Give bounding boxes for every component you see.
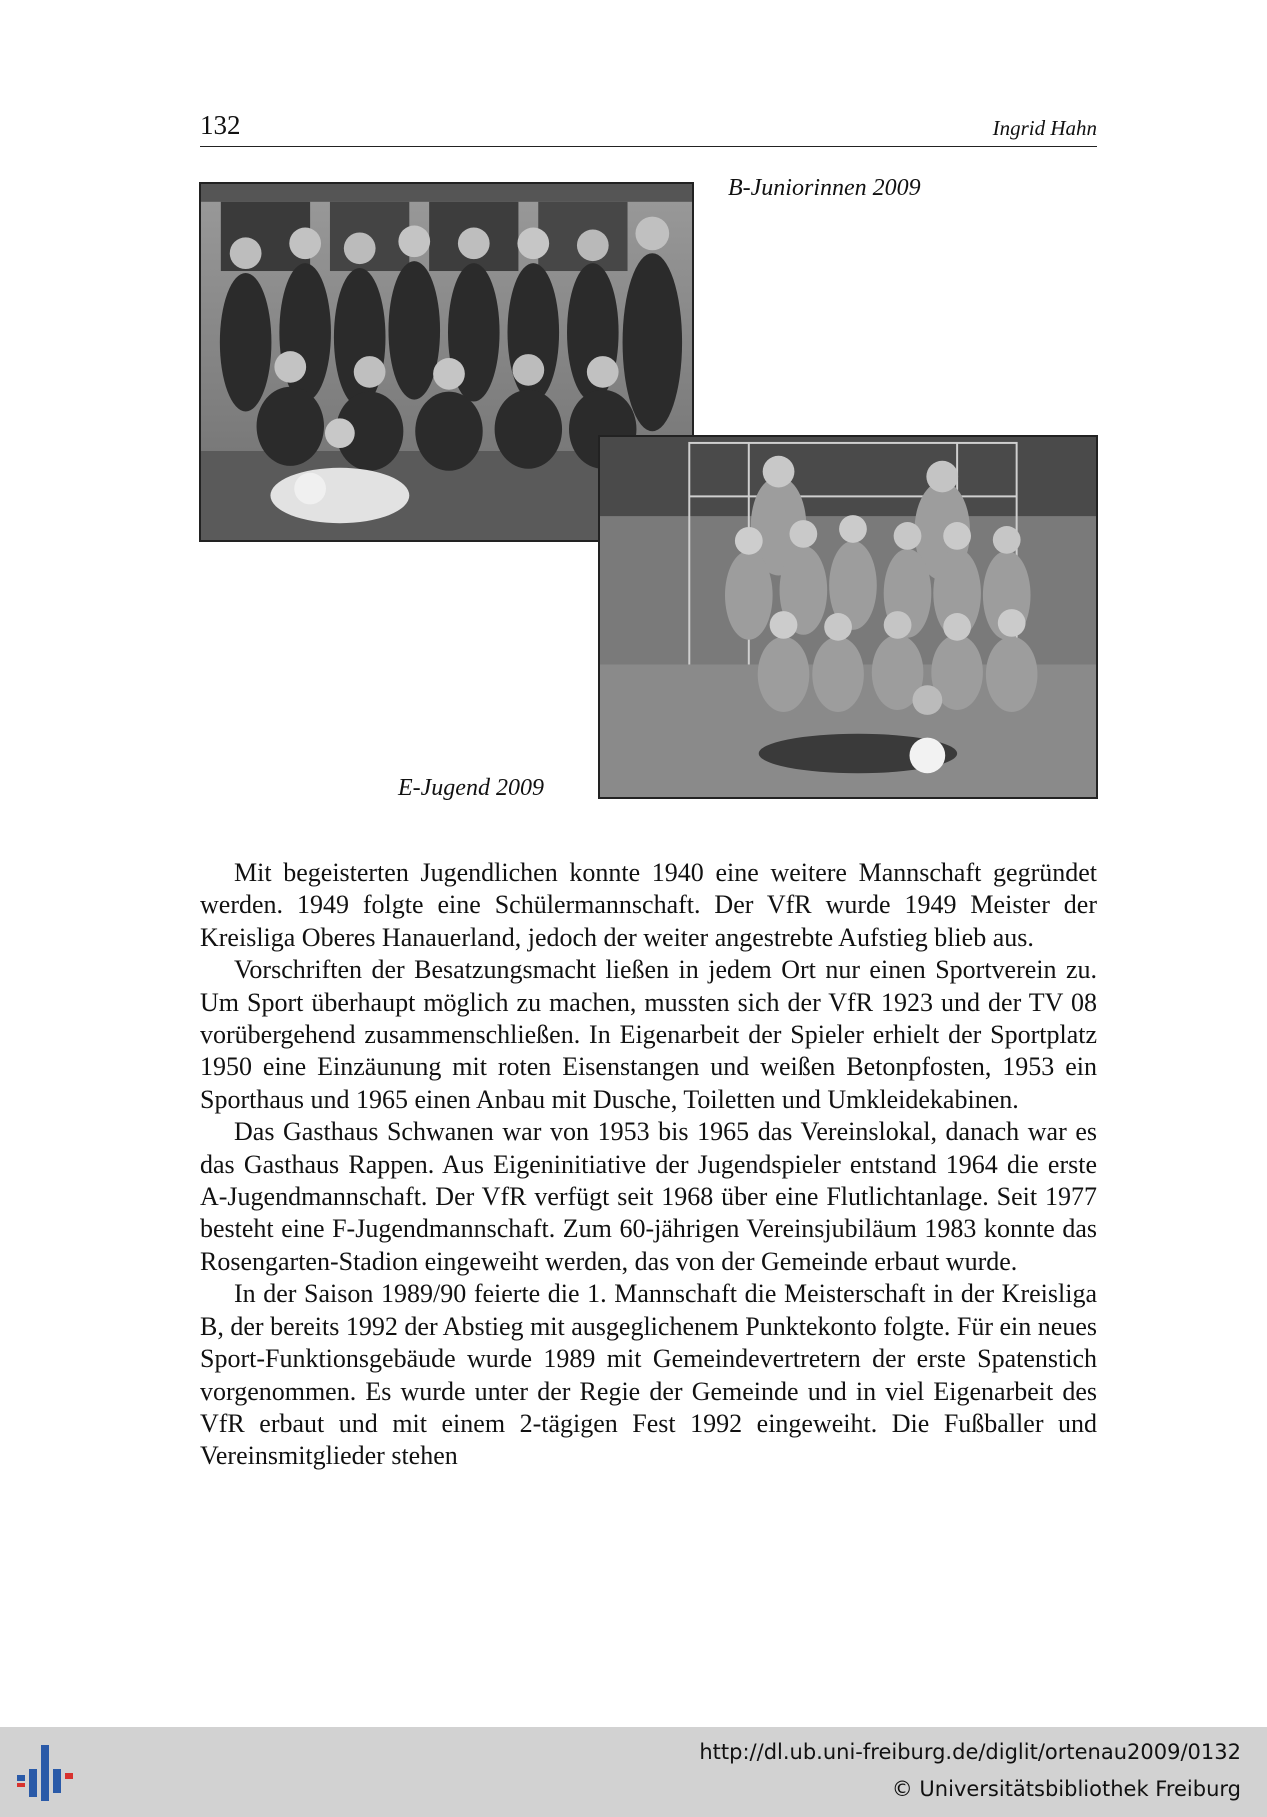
footer-bar	[0, 1727, 1267, 1817]
running-head-author: Ingrid Hahn	[992, 116, 1097, 140]
paragraph: Mit begeisterten Jugendlichen konnte 1940 eine weitere Mannschaft gegründet werden. 1949 folgte eine Schülermannschaft. Der VfR wurde 1949 Meister der Kreisliga Oberes Hanauerland, jedoch der weiter angestrebte Aufstieg blieb aus.	[200, 858, 1097, 952]
page-header	[200, 108, 1097, 147]
footer-url-link[interactable]: http://dl.ub.uni-freiburg.de/diglit/ortenau2009/0132	[699, 1740, 1241, 1764]
figure-caption-b-juniorinnen: B-Juniorinnen 2009	[728, 175, 921, 201]
paragraph: In der Saison 1989/90 feierte die 1. Mannschaft die Meisterschaft in der Kreisliga B, der bereits 1992 der Abstieg mit ausgeglichenem Punktekonto folgte. Für ein neues Sport-Funktionsgebäude wurde 1989 mit Gemeindevertretern der erste Spatenstich vorgenommen. Es wurde unter der Regie der Gemeinde und in viel Eigenarbeit des VfR erbaut und mit einem 2-tägigen Fest 1992 eingeweiht. Die Fußballer und Vereinsmitglieder stehen	[200, 1279, 1097, 1471]
paragraph: Das Gasthaus Schwanen war von 1953 bis 1965 das Vereinslokal, danach war es das Gasthaus Rappen. Aus Eigeninitiative der Jugendspieler entstand 1964 die erste A-Jugendmannschaft. Der VfR verfügt seit 1968 über eine Flutlichtanlage. Seit 1977 besteht eine F-Jugendmannschaft. Zum 60-jährigen Vereinsjubiläum 1983 konnte das Rosengarten-Stadion eingeweiht werden, das von der Gemeinde erbaut wurde.	[200, 1117, 1097, 1276]
figure-caption-e-jugend: E-Jugend 2009	[398, 775, 544, 801]
library-logo-icon	[14, 1743, 76, 1803]
paragraph: Vorschriften der Besatzungsmacht ließen in jedem Ort nur einen Sportverein zu. Um Sport überhaupt möglich zu machen, mussten sich der VfR 1923 und der TV 08 vorübergehend zusammenschließen. In Eigenarbeit der Spieler erhielt der Sportplatz 1950 eine Einzäunung mit roten Eisenstangen und weißen Betonpfosten, 1953 ein Sporthaus und 1965 einen Anbau mit Dusche, Toiletten und Umkleidekabinen.	[200, 955, 1097, 1114]
page-number: 132	[200, 110, 241, 140]
footer-copyright: © Universitätsbibliothek Freiburg	[891, 1777, 1241, 1801]
body-text	[200, 857, 1097, 1473]
team-photo-e-jugend	[598, 435, 1098, 799]
